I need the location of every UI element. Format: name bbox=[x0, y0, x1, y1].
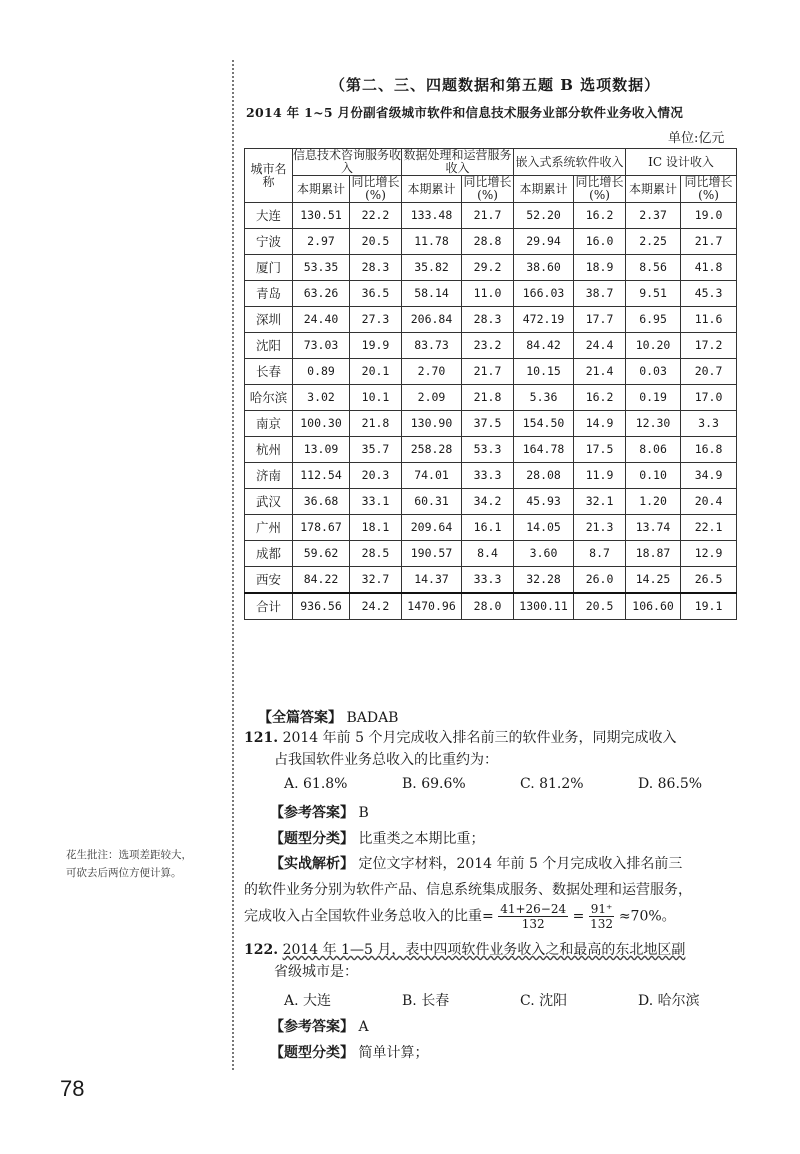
q121-formula: 完成收入占全国软件业务总收入的比重= $\frac{41+26-24}{132}$ = $\frac{91^+}{132}$ ≈70%。 bbox=[244, 902, 676, 931]
value-cell: 29.2 bbox=[462, 255, 514, 281]
value-cell: 22.2 bbox=[350, 203, 402, 229]
value-cell: 33.3 bbox=[462, 567, 514, 594]
value-cell: 258.28 bbox=[402, 437, 462, 463]
value-cell: 6.95 bbox=[626, 307, 681, 333]
value-cell: 166.03 bbox=[514, 281, 574, 307]
city-cell: 长春 bbox=[245, 359, 293, 385]
value-cell: 58.14 bbox=[402, 281, 462, 307]
value-cell: 84.42 bbox=[514, 333, 574, 359]
value-cell: 1.20 bbox=[626, 489, 681, 515]
option-c: C. 81.2% bbox=[520, 776, 584, 792]
value-cell: 14.25 bbox=[626, 567, 681, 594]
value-cell: 20.1 bbox=[350, 359, 402, 385]
value-cell: 13.09 bbox=[293, 437, 350, 463]
value-cell: 53.3 bbox=[462, 437, 514, 463]
value-cell: 21.8 bbox=[350, 411, 402, 437]
value-cell: 28.08 bbox=[514, 463, 574, 489]
city-cell: 合计 bbox=[245, 593, 293, 620]
table-row bbox=[245, 255, 737, 281]
option-d: D. 哈尔滨 bbox=[638, 993, 700, 1009]
group-header: IC 设计收入 bbox=[626, 149, 737, 176]
value-cell: 8.7 bbox=[574, 541, 626, 567]
value-cell: 32.1 bbox=[574, 489, 626, 515]
sub-header: 本期累计 bbox=[293, 176, 350, 203]
group-header: 信息技术咨询服务收入 bbox=[293, 148, 402, 175]
value-cell: 21.7 bbox=[462, 203, 514, 229]
value-cell: 130.90 bbox=[402, 411, 462, 437]
value-cell: 18.1 bbox=[350, 515, 402, 541]
value-cell: 35.7 bbox=[350, 437, 402, 463]
value-cell: 26.0 bbox=[574, 567, 626, 594]
value-cell: 2.09 bbox=[402, 385, 462, 411]
table-caption: （第二、三、四题数据和第五题 B 选项数据） bbox=[330, 76, 661, 94]
sub-header: 同比增长(%) bbox=[681, 176, 737, 203]
value-cell: 130.51 bbox=[293, 203, 350, 229]
value-cell: 11.0 bbox=[462, 281, 514, 307]
value-cell: 17.7 bbox=[574, 307, 626, 333]
value-cell: 1470.96 bbox=[402, 593, 462, 620]
value-cell: 19.9 bbox=[350, 333, 402, 359]
value-cell: 16.2 bbox=[574, 203, 626, 229]
value-cell: 2.25 bbox=[626, 229, 681, 255]
value-cell: 16.0 bbox=[574, 229, 626, 255]
table-row bbox=[245, 203, 737, 229]
value-cell: 9.51 bbox=[626, 281, 681, 307]
value-cell: 36.68 bbox=[293, 489, 350, 515]
sub-header: 本期累计 bbox=[514, 176, 574, 203]
value-cell: 21.4 bbox=[574, 359, 626, 385]
value-cell: 12.9 bbox=[681, 541, 737, 567]
table-row bbox=[245, 333, 737, 359]
value-cell: 21.7 bbox=[681, 229, 737, 255]
table-row bbox=[245, 463, 737, 489]
value-cell: 18.87 bbox=[626, 541, 681, 567]
city-cell: 宁波 bbox=[245, 229, 293, 255]
table-row bbox=[245, 307, 737, 333]
q121-options bbox=[284, 776, 756, 792]
value-cell: 84.22 bbox=[293, 567, 350, 594]
value-cell: 13.74 bbox=[626, 515, 681, 541]
value-cell: 22.1 bbox=[681, 515, 737, 541]
value-cell: 133.48 bbox=[402, 203, 462, 229]
city-cell: 广州 bbox=[245, 515, 293, 541]
option-a: A. 大连 bbox=[284, 993, 332, 1009]
city-cell: 哈尔滨 bbox=[245, 385, 293, 411]
value-cell: 45.93 bbox=[514, 489, 574, 515]
city-cell: 杭州 bbox=[245, 437, 293, 463]
value-cell: 0.89 bbox=[293, 359, 350, 385]
value-cell: 21.3 bbox=[574, 515, 626, 541]
value-cell: 3.60 bbox=[514, 541, 574, 567]
value-cell: 28.8 bbox=[462, 229, 514, 255]
value-cell: 106.60 bbox=[626, 593, 681, 620]
city-cell: 深圳 bbox=[245, 307, 293, 333]
value-cell: 52.20 bbox=[514, 203, 574, 229]
value-cell: 209.64 bbox=[402, 515, 462, 541]
value-cell: 20.4 bbox=[681, 489, 737, 515]
sub-header: 同比增长(%) bbox=[463, 175, 512, 202]
revenue-table bbox=[244, 148, 737, 620]
value-cell: 28.0 bbox=[462, 593, 514, 620]
value-cell: 11.6 bbox=[681, 307, 737, 333]
value-cell: 20.7 bbox=[681, 359, 737, 385]
value-cell: 2.70 bbox=[402, 359, 462, 385]
value-cell: 8.4 bbox=[462, 541, 514, 567]
value-cell: 3.02 bbox=[293, 385, 350, 411]
unit-label: 单位:亿元 bbox=[668, 131, 725, 146]
value-cell: 21.8 bbox=[462, 385, 514, 411]
value-cell: 2.37 bbox=[626, 203, 681, 229]
city-cell: 南京 bbox=[245, 411, 293, 437]
value-cell: 63.26 bbox=[293, 281, 350, 307]
value-cell: 14.37 bbox=[402, 567, 462, 594]
value-cell: 41.8 bbox=[681, 255, 737, 281]
value-cell: 206.84 bbox=[402, 307, 462, 333]
value-cell: 28.3 bbox=[462, 307, 514, 333]
value-cell: 5.36 bbox=[514, 385, 574, 411]
value-cell: 100.30 bbox=[293, 411, 350, 437]
q121-analysis-line2: 的软件业务分别为软件产品、信息系统集成服务、数据处理和运营服务， bbox=[244, 882, 692, 898]
value-cell: 32.28 bbox=[514, 567, 574, 594]
value-cell: 178.67 bbox=[293, 515, 350, 541]
value-cell: 37.5 bbox=[462, 411, 514, 437]
value-cell: 34.9 bbox=[681, 463, 737, 489]
value-cell: 16.8 bbox=[681, 437, 737, 463]
table-row bbox=[245, 359, 737, 385]
value-cell: 36.5 bbox=[350, 281, 402, 307]
option-b: B. 长春 bbox=[402, 993, 450, 1009]
table-body bbox=[245, 203, 737, 620]
value-cell: 21.7 bbox=[462, 359, 514, 385]
value-cell: 164.78 bbox=[514, 437, 574, 463]
city-cell: 沈阳 bbox=[245, 333, 293, 359]
value-cell: 10.15 bbox=[514, 359, 574, 385]
value-cell: 0.10 bbox=[626, 463, 681, 489]
table-row bbox=[245, 411, 737, 437]
value-cell: 0.03 bbox=[626, 359, 681, 385]
value-cell: 33.3 bbox=[462, 463, 514, 489]
value-cell: 11.9 bbox=[574, 463, 626, 489]
value-cell: 10.1 bbox=[350, 385, 402, 411]
value-cell: 0.19 bbox=[626, 385, 681, 411]
sub-header: 本期累计 bbox=[626, 176, 681, 203]
value-cell: 74.01 bbox=[402, 463, 462, 489]
fraction-1: $\frac{41+26-24}{132}$ bbox=[500, 902, 567, 931]
group-header: 嵌入式系统软件收入 bbox=[514, 149, 626, 176]
value-cell: 24.40 bbox=[293, 307, 350, 333]
value-cell: 8.06 bbox=[626, 437, 681, 463]
city-cell: 武汉 bbox=[245, 489, 293, 515]
table-row bbox=[245, 385, 737, 411]
value-cell: 190.57 bbox=[402, 541, 462, 567]
value-cell: 28.3 bbox=[350, 255, 402, 281]
value-cell: 11.78 bbox=[402, 229, 462, 255]
table-row bbox=[245, 229, 737, 255]
fraction-2: $\frac{91^+}{132}$ bbox=[590, 902, 613, 931]
city-cell: 厦门 bbox=[245, 255, 293, 281]
value-cell: 1300.11 bbox=[514, 593, 574, 620]
value-cell: 33.1 bbox=[350, 489, 402, 515]
value-cell: 24.2 bbox=[350, 593, 402, 620]
value-cell: 60.31 bbox=[402, 489, 462, 515]
question-121: 121. 2014 年前 5 个月完成收入排名前三的软件业务，同期完成收入 占我国软件业务总收入的比重约为： bbox=[244, 730, 677, 768]
question-122: 122. 2014 年 1—5 月，表中四项软件业务收入之和最高的东北地区副 省级城市是： bbox=[244, 942, 686, 980]
value-cell: 10.20 bbox=[626, 333, 681, 359]
value-cell: 154.50 bbox=[514, 411, 574, 437]
value-cell: 16.2 bbox=[574, 385, 626, 411]
value-cell: 17.5 bbox=[574, 437, 626, 463]
value-cell: 19.1 bbox=[681, 593, 737, 620]
value-cell: 2.97 bbox=[293, 229, 350, 255]
q122-type: 【题型分类】 简单计算； bbox=[270, 1045, 429, 1061]
page-number: 78 bbox=[60, 1076, 85, 1101]
value-cell: 17.2 bbox=[681, 333, 737, 359]
option-d: D. 86.5% bbox=[638, 776, 703, 792]
value-cell: 20.3 bbox=[350, 463, 402, 489]
side-annotation: 花生批注：选项差距较大， 可砍去后两位方便计算。 bbox=[66, 849, 192, 879]
value-cell: 45.3 bbox=[681, 281, 737, 307]
table-row bbox=[245, 567, 737, 594]
value-cell: 20.5 bbox=[350, 229, 402, 255]
all-answers: 【全篇答案】 BADAB bbox=[258, 710, 399, 726]
value-cell: 27.3 bbox=[350, 307, 402, 333]
value-cell: 24.4 bbox=[574, 333, 626, 359]
table-row bbox=[245, 593, 737, 620]
table-title: 2014 年 1~5 月份副省级城市软件和信息技术服务业部分软件业务收入情况 bbox=[246, 105, 684, 120]
q122-options bbox=[284, 990, 756, 1010]
city-header: 城市名称 bbox=[245, 149, 293, 203]
value-cell: 26.5 bbox=[681, 567, 737, 594]
q121-type: 【题型分类】 比重类之本期比重； bbox=[270, 831, 485, 847]
q121-reference: 【参考答案】 B bbox=[270, 805, 369, 821]
value-cell: 35.82 bbox=[402, 255, 462, 281]
table-row bbox=[245, 437, 737, 463]
option-a: A. 61.8% bbox=[284, 776, 348, 792]
value-cell: 12.30 bbox=[626, 411, 681, 437]
group-header: 数据处理和运营服务收入 bbox=[403, 148, 512, 175]
sub-header: 本期累计 bbox=[402, 176, 462, 203]
value-cell: 38.7 bbox=[574, 281, 626, 307]
value-cell: 53.35 bbox=[293, 255, 350, 281]
table-row bbox=[245, 281, 737, 307]
value-cell: 20.5 bbox=[574, 593, 626, 620]
value-cell: 59.62 bbox=[293, 541, 350, 567]
value-cell: 17.0 bbox=[681, 385, 737, 411]
value-cell: 34.2 bbox=[462, 489, 514, 515]
value-cell: 472.19 bbox=[514, 307, 574, 333]
table-row bbox=[245, 515, 737, 541]
value-cell: 23.2 bbox=[462, 333, 514, 359]
value-cell: 3.3 bbox=[681, 411, 737, 437]
table-row bbox=[245, 541, 737, 567]
value-cell: 14.05 bbox=[514, 515, 574, 541]
value-cell: 19.0 bbox=[681, 203, 737, 229]
option-c: C. 沈阳 bbox=[520, 993, 568, 1009]
margin-rule bbox=[232, 60, 236, 1070]
value-cell: 16.1 bbox=[462, 515, 514, 541]
value-cell: 29.94 bbox=[514, 229, 574, 255]
city-cell: 济南 bbox=[245, 463, 293, 489]
value-cell: 32.7 bbox=[350, 567, 402, 594]
sub-header: 同比增长(%) bbox=[351, 175, 400, 202]
value-cell: 18.9 bbox=[574, 255, 626, 281]
q122-reference: 【参考答案】 A bbox=[270, 1019, 369, 1035]
value-cell: 83.73 bbox=[402, 333, 462, 359]
option-b: B. 69.6% bbox=[402, 776, 466, 792]
value-cell: 73.03 bbox=[293, 333, 350, 359]
city-cell: 西安 bbox=[245, 567, 293, 594]
city-cell: 大连 bbox=[245, 203, 293, 229]
city-cell: 青岛 bbox=[245, 281, 293, 307]
value-cell: 936.56 bbox=[293, 593, 350, 620]
city-cell: 成都 bbox=[245, 541, 293, 567]
value-cell: 8.56 bbox=[626, 255, 681, 281]
value-cell: 38.60 bbox=[514, 255, 574, 281]
value-cell: 14.9 bbox=[574, 411, 626, 437]
sub-header: 同比增长(%) bbox=[575, 175, 624, 202]
value-cell: 28.5 bbox=[350, 541, 402, 567]
table-row bbox=[245, 489, 737, 515]
value-cell: 112.54 bbox=[293, 463, 350, 489]
q121-analysis: 【实战解析】 定位文字材料，2014 年前 5 个月完成收入排名前三 bbox=[270, 856, 683, 872]
